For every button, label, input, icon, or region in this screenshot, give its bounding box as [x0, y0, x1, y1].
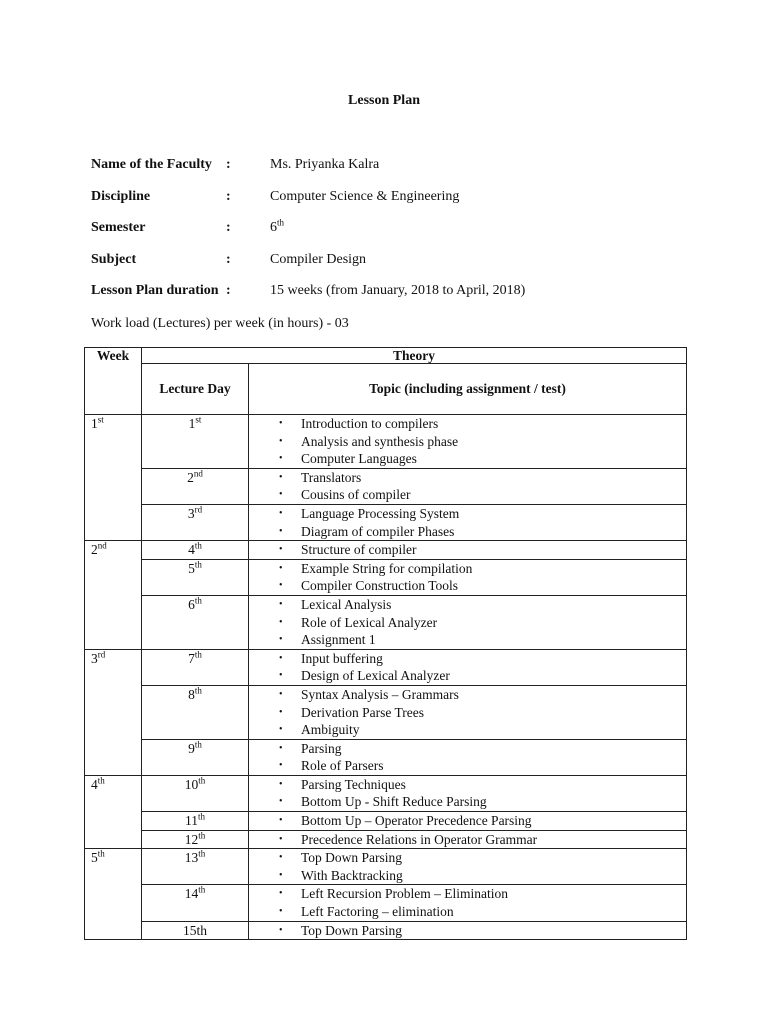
info-label: Subject	[91, 252, 137, 267]
table-row	[85, 775, 687, 811]
list-item: • Language Processing System	[279, 505, 460, 521]
list-item: • Precedence Relations in Operator Grammar	[279, 831, 538, 847]
lecture-day-cell: 13th	[142, 849, 249, 885]
lecture-day-cell: 5th	[142, 559, 249, 595]
topic-list	[249, 596, 686, 649]
bullet-icon: •	[279, 888, 283, 900]
bullet-icon: •	[279, 706, 283, 718]
info-label: Lesson Plan duration	[91, 283, 219, 298]
bullet-icon: •	[279, 507, 283, 519]
topic-list	[249, 740, 686, 775]
topic-cell	[249, 415, 687, 469]
bullet-icon: •	[279, 924, 283, 936]
bullet-icon: •	[279, 688, 283, 700]
week-cell: 4th	[85, 775, 142, 848]
topic-cell	[249, 921, 687, 940]
bullet-icon: •	[279, 544, 283, 556]
week-cell: 3rd	[85, 649, 142, 775]
table-row	[85, 541, 687, 560]
list-item: • Assignment 1	[279, 632, 376, 648]
topic-list	[249, 776, 686, 811]
bullet-icon: •	[279, 760, 283, 772]
table-row	[85, 885, 687, 921]
table-row	[85, 595, 687, 649]
bullet-icon: •	[279, 525, 283, 537]
bullet-icon: •	[279, 796, 283, 808]
table-row	[85, 921, 687, 940]
table-row	[85, 468, 687, 504]
info-value: 15 weeks (from January, 2018 to April, 2018)	[270, 283, 526, 298]
lecture-day-cell: 12th	[142, 830, 249, 849]
table-row	[85, 685, 687, 739]
topic-cell	[249, 739, 687, 775]
list-item: • Parsing Techniques	[279, 776, 406, 792]
list-item: • Compiler Construction Tools	[279, 578, 459, 594]
bullet-icon: •	[279, 852, 283, 864]
header-theory: Theory	[142, 348, 687, 364]
info-colon: :	[226, 283, 231, 298]
topic-cell	[249, 504, 687, 540]
table-row	[85, 504, 687, 540]
list-item: • Translators	[279, 469, 362, 485]
topic-list	[249, 560, 686, 595]
bullet-icon: •	[279, 815, 283, 827]
topic-cell	[249, 812, 687, 831]
header-week: Week	[85, 348, 142, 415]
list-item: • Left Factoring – elimination	[279, 904, 454, 920]
topic-list	[249, 650, 686, 685]
lecture-day-cell: 6th	[142, 595, 249, 649]
list-item: • Input buffering	[279, 650, 383, 666]
list-item: • Role of Lexical Analyzer	[279, 614, 438, 630]
list-item: • Derivation Parse Trees	[279, 704, 424, 720]
list-item: • Syntax Analysis – Grammars	[279, 686, 459, 702]
bullet-icon: •	[279, 869, 283, 881]
info-label: Semester	[91, 220, 146, 235]
topic-cell	[249, 468, 687, 504]
bullet-icon: •	[279, 634, 283, 646]
info-value: Computer Science & Engineering	[270, 189, 460, 204]
topic-cell	[249, 685, 687, 739]
lecture-day-cell: 10th	[142, 775, 249, 811]
bullet-icon: •	[279, 670, 283, 682]
week-cell: 1st	[85, 415, 142, 541]
list-item: • Bottom Up - Shift Reduce Parsing	[279, 794, 487, 810]
week-cell: 2nd	[85, 541, 142, 650]
list-item: • Role of Parsers	[279, 758, 384, 774]
lecture-day-cell: 8th	[142, 685, 249, 739]
bullet-icon: •	[279, 598, 283, 610]
info-colon: :	[226, 220, 231, 235]
table-row	[85, 849, 687, 885]
lecture-day-cell: 4th	[142, 541, 249, 560]
list-item: • With Backtracking	[279, 867, 403, 883]
table-row	[85, 415, 687, 469]
lecture-day-cell: 1st	[142, 415, 249, 469]
list-item: • Lexical Analysis	[279, 596, 392, 612]
list-item: • Parsing	[279, 740, 342, 756]
list-item: • Cousins of compiler	[279, 487, 411, 503]
list-item: • Example String for compilation	[279, 560, 473, 576]
lesson-plan-table	[84, 347, 687, 940]
list-item: • Computer Languages	[279, 451, 417, 467]
bullet-icon: •	[279, 906, 283, 918]
info-colon: :	[226, 189, 231, 204]
topic-list	[249, 812, 686, 830]
topic-list	[249, 831, 686, 849]
table-row	[85, 649, 687, 685]
week-cell: 5th	[85, 849, 142, 940]
topic-cell	[249, 541, 687, 560]
info-value: Ms. Priyanka Kalra	[270, 157, 380, 172]
list-item: • Left Recursion Problem – Elimination	[279, 886, 508, 902]
list-item: • Bottom Up – Operator Precedence Parsing	[279, 813, 532, 829]
topic-list	[249, 469, 686, 504]
table-row	[85, 830, 687, 849]
lecture-day-cell: 2nd	[142, 468, 249, 504]
info-label: Discipline	[91, 189, 151, 204]
list-item: • Top Down Parsing	[279, 922, 403, 938]
bullet-icon: •	[279, 435, 283, 447]
bullet-icon: •	[279, 778, 283, 790]
topic-cell	[249, 830, 687, 849]
lecture-day-cell: 3rd	[142, 504, 249, 540]
info-colon: :	[226, 252, 231, 267]
table-row	[85, 559, 687, 595]
info-label: Name of the Faculty	[91, 157, 212, 172]
bullet-icon: •	[279, 418, 283, 429]
bullet-icon: •	[279, 742, 283, 754]
topic-list	[249, 541, 686, 559]
topic-list	[249, 415, 686, 468]
topic-cell	[249, 649, 687, 685]
info-value: Compiler Design	[270, 252, 367, 267]
topic-list	[249, 885, 686, 920]
list-item: • Top Down Parsing	[279, 850, 403, 866]
lecture-day-cell: 15th	[142, 921, 249, 940]
lecture-day-cell: 7th	[142, 649, 249, 685]
bullet-icon: •	[279, 562, 283, 574]
page-title: Lesson Plan	[348, 93, 420, 108]
bullet-icon: •	[279, 453, 283, 465]
bullet-icon: •	[279, 489, 283, 501]
lecture-day-cell: 14th	[142, 885, 249, 921]
topic-cell	[249, 849, 687, 885]
info-value: 6th	[270, 217, 285, 235]
list-item: • Diagram of compiler Phases	[279, 523, 455, 539]
topic-list	[249, 686, 686, 739]
table-row	[85, 812, 687, 831]
bullet-icon: •	[279, 471, 283, 483]
header-lecture-day: Lecture Day	[142, 364, 249, 415]
topic-list	[249, 849, 686, 884]
topic-cell	[249, 595, 687, 649]
list-item: • Structure of compiler	[279, 542, 417, 558]
list-item: • Ambiguity	[279, 722, 360, 738]
bullet-icon: •	[279, 833, 283, 845]
topic-list	[249, 922, 686, 940]
topic-list	[249, 505, 686, 540]
topic-cell	[249, 559, 687, 595]
list-item: • Introduction to compilers	[279, 416, 439, 431]
header-topic: Topic (including assignment / test)	[249, 364, 687, 415]
bullet-icon: •	[279, 724, 283, 736]
lesson-plan-body	[85, 415, 687, 940]
bullet-icon: •	[279, 652, 283, 664]
bullet-icon: •	[279, 616, 283, 628]
lecture-day-cell: 11th	[142, 812, 249, 831]
info-value-sup: th	[277, 217, 285, 228]
info-colon: :	[226, 157, 231, 172]
list-item: • Design of Lexical Analyzer	[279, 668, 450, 684]
table-row	[85, 739, 687, 775]
topic-cell	[249, 885, 687, 921]
workload-line: Work load (Lectures) per week (in hours) - 03	[91, 316, 349, 331]
topic-cell	[249, 775, 687, 811]
lecture-day-cell: 9th	[142, 739, 249, 775]
list-item: • Analysis and synthesis phase	[279, 433, 459, 449]
bullet-icon: •	[279, 580, 283, 592]
